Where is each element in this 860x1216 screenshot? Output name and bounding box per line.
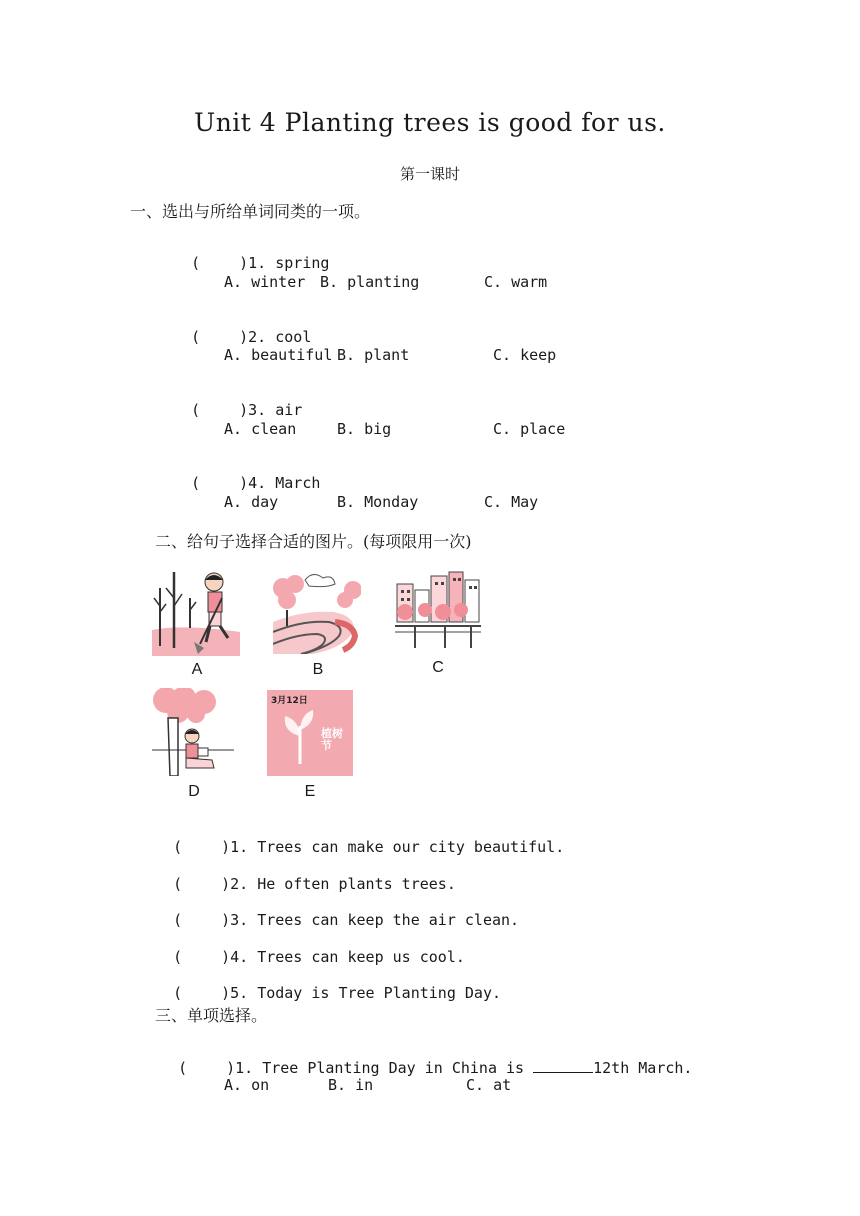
- answer-paren[interactable]: (: [191, 254, 201, 272]
- option-b: B. big: [337, 420, 392, 438]
- picture-e-stamp-text: 植树节: [321, 727, 343, 752]
- question-text-before: Tree Planting Day in China is: [262, 1059, 525, 1077]
- option-b: B. plant: [337, 346, 410, 364]
- section2-heading: 二、给句子选择合适的图片。(每项限用一次): [155, 532, 472, 551]
- picture-d-label: D: [188, 783, 200, 800]
- picture-e-tree-planting-day: [267, 690, 353, 776]
- option-c: C. at: [466, 1076, 512, 1094]
- section2-sentence-4: [155, 930, 465, 966]
- answer-paren[interactable]: (: [173, 984, 183, 1002]
- picture-a-boy-planting: [152, 568, 240, 656]
- question-number: )1.: [221, 838, 249, 856]
- answer-paren[interactable]: (: [173, 911, 183, 929]
- page-title: Unit 4 Planting trees is good for us.: [194, 108, 666, 137]
- lesson-subtitle: 第一课时: [399, 165, 460, 183]
- option-b: B. Monday: [337, 493, 419, 511]
- answer-paren[interactable]: (: [173, 875, 183, 893]
- section2-sentence-3: [155, 893, 519, 929]
- option-a: A. day: [224, 493, 279, 511]
- question-word: March: [275, 474, 321, 492]
- answer-paren[interactable]: (: [191, 401, 201, 419]
- answer-paren[interactable]: (: [178, 1059, 188, 1077]
- question-number: )2.: [221, 875, 249, 893]
- section2-sentence-2: [155, 857, 456, 893]
- question-number: )1.: [239, 254, 267, 272]
- section1-heading: 一、选出与所给单词同类的一项。: [130, 202, 371, 221]
- option-a: A. winter: [224, 273, 306, 291]
- option-c: C. warm: [484, 273, 548, 291]
- picture-b-label: B: [312, 661, 324, 678]
- fill-in-blank[interactable]: [533, 1058, 593, 1073]
- question-word: spring: [275, 254, 330, 272]
- question-number: )3.: [221, 911, 249, 929]
- sentence-text: Trees can keep the air clean.: [257, 911, 520, 929]
- option-c: C. May: [484, 493, 539, 511]
- question-number: )2.: [239, 328, 267, 346]
- section3-heading: 三、单项选择。: [155, 1006, 268, 1025]
- question-text-after: 12th March.: [593, 1059, 693, 1077]
- question-word: air: [275, 401, 303, 419]
- tree-sprout-icon: [275, 706, 325, 766]
- question-number: )4.: [221, 948, 249, 966]
- question-word: cool: [275, 328, 312, 346]
- option-a: A. beautiful: [224, 346, 333, 364]
- answer-paren[interactable]: (: [191, 474, 201, 492]
- sentence-text: He often plants trees.: [257, 875, 456, 893]
- answer-paren[interactable]: (: [191, 328, 201, 346]
- picture-c-label: C: [432, 659, 444, 676]
- question-number: )3.: [239, 401, 267, 419]
- picture-c-city-trees: [395, 568, 481, 654]
- picture-e-label: E: [304, 783, 316, 800]
- option-b: B. in: [328, 1076, 374, 1094]
- option-c: C. place: [493, 420, 566, 438]
- section2-sentence-1: [155, 820, 564, 856]
- question-number: )4.: [239, 474, 267, 492]
- question-number: )5.: [221, 984, 249, 1002]
- section2-sentence-5: [155, 966, 501, 1002]
- picture-e-date: 3月12日: [271, 696, 308, 706]
- question-number: )1.: [226, 1059, 254, 1077]
- sentence-text: Today is Tree Planting Day.: [257, 984, 502, 1002]
- picture-d-girl-under-tree: [152, 688, 234, 776]
- option-b: B. planting: [320, 273, 420, 291]
- picture-b-park-path: [273, 570, 361, 654]
- answer-paren[interactable]: (: [173, 948, 183, 966]
- picture-a-label: A: [191, 661, 203, 678]
- sentence-text: Trees can make our city beautiful.: [257, 838, 565, 856]
- option-a: A. clean: [224, 420, 297, 438]
- option-c: C. keep: [493, 346, 557, 364]
- answer-paren[interactable]: (: [173, 838, 183, 856]
- sentence-text: Trees can keep us cool.: [257, 948, 465, 966]
- option-a: A. on: [224, 1076, 270, 1094]
- section3-question-1: [160, 1040, 692, 1077]
